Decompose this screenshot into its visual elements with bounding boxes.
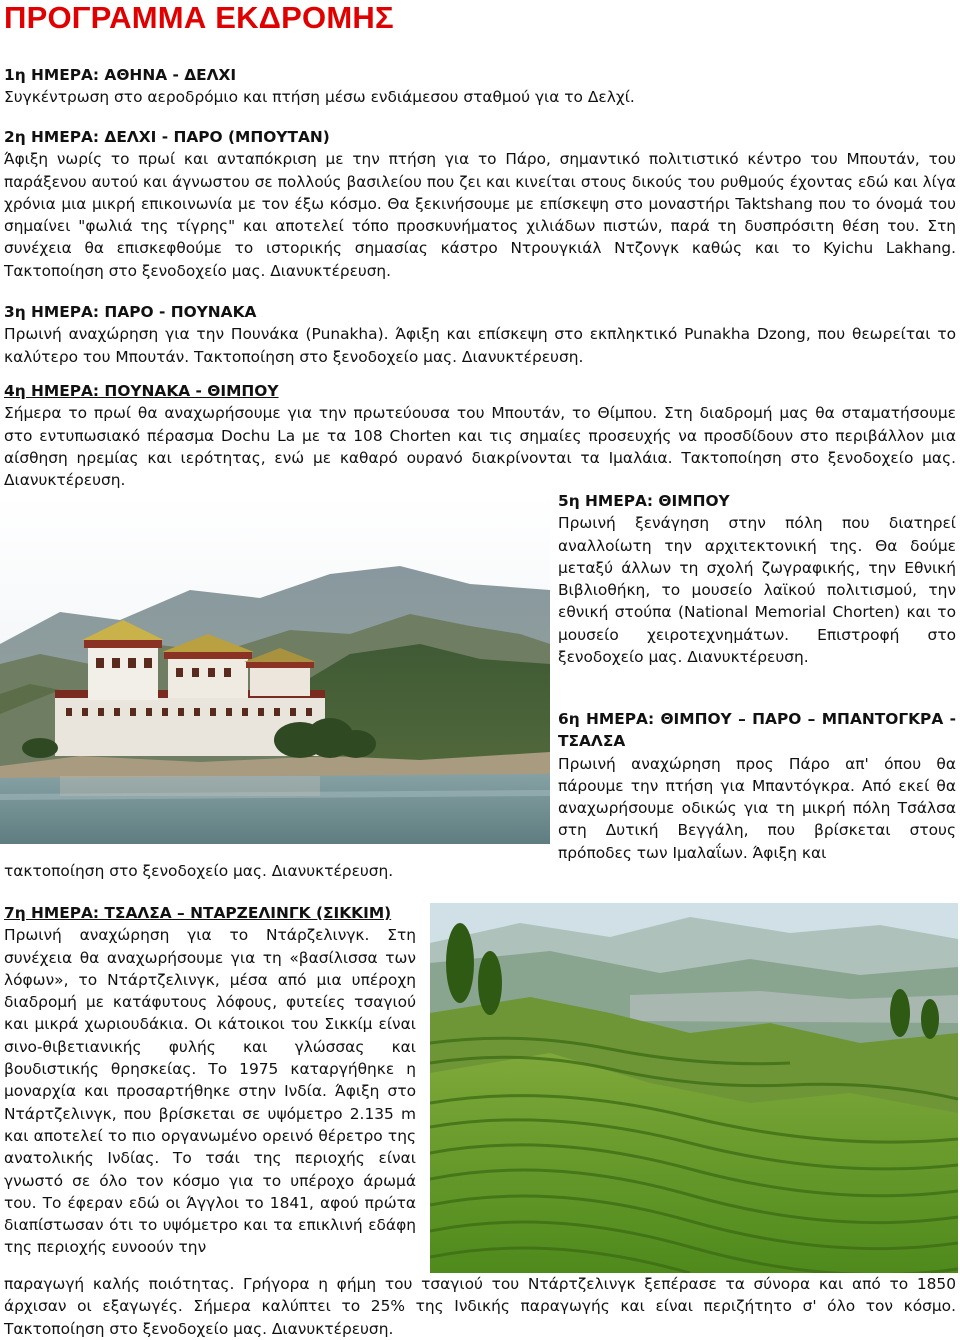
day-3-section [4,301,956,368]
day-3-heading: 3η ΗΜΕΡΑ: ΠΑΡΟ - ΠΟΥΝΑΚΑ [4,303,257,321]
tea-plantation-photo [430,903,958,1273]
day-2-text: Άφιξη νωρίς το πρωί και ανταπόκριση με την πτήση για το Πάρο, σημαντικό πολιτιστικό κέντρο του Μπουτάν, του παράξενου αυτού και άγνωστου σε πολλούς βασιλείου που ζει και κινείται στους δικούς του ρυθμούς έχοντας εδώ και λίγα χρόνια μια μικρή επικοινωνία με τον έξω κόσμο. Θα ξεκινήσουμε με επίσκεψη στο μοναστήρι Taktshang που το όνομά του σημαίνει "φωλιά της τίγρης" και αποτελεί τόπο προσκυνήματος χιλιάδων πιστών, παρά τη δυσπρόσιτη θέση του. Στη συνέχεια θα επισκεφθούμε το ιστορικής σημασίας κάστρο Ντρουγκιάλ Ντζονγκ καθώς και το Kyichu Lakhang. Τακτοποίηση στο ξενοδοχείο μας. Διανυκτέρευση. [4,150,956,280]
day-5-section [558,490,956,668]
day-7-text: Πρωινή αναχώρηση για το Ντάρζελινγκ. Στη συνέχεια θα αναχωρήσουμε για τη «βασίλισσα των λόφων», το Ντάρτζελινγκ, μέσα από μια υπέροχη διαδρομή με κατάφυτους λόφους, φυτείες τσαγιού και μικρά χωριουδάκια. Οι κάτοικοι του Σικκίμ είναι σινο-θιβετιανικής φυλής και γλώσσας και βουδιστικής θρησκείας. Το 1975 καταργήθηκε η μοναρχία και προσαρτήθηκε στην Ινδία. Άφιξη στο Ντάρτζελινγκ, που βρίσκεται σε υψόμετρο 2.135 m και αποτελεί το πιο οργανωμένο ορεινό θέρετρο της ανατολικής Ινδίας. Το τσάι της περιοχής είναι γνωστό σε όλο τον κόσμο για το υπέροχο άρωμά του. Το έφεραν εδώ οι Άγγλοι το 1841, αφού πρώτα διαπίστωσαν ότι το υψόμετρο και τα επικλινή εδάφη της περιοχής ευνοούν την [4,926,416,1257]
day-3-text: Πρωινή αναχώρηση για την Πουνάκα (Punakha). Άφιξη και επίσκεψη στο εκπληκτικό Punakha Dzong, που θεωρείται το καλύτερο του Μπουτάν. Τακτοποίηση στο ξενοδοχείο μας. Διανυκτέρευση. [4,325,956,366]
day-4-section [4,380,956,491]
day-5-heading: 5η ΗΜΕΡΑ: ΘΙΜΠΟΥ [558,492,730,510]
day-6-continuation: τακτοποίηση στο ξενοδοχείο μας. Διανυκτέρευση. [4,862,394,880]
punakha-dzong-photo [0,494,550,844]
day-6-section [558,708,956,864]
day-7-section [4,902,416,1259]
day-1-text: Συγκέντρωση στο αεροδρόμιο και πτήση μέσω ενδιάμεσου σταθμού για το Δελχί. [4,88,635,107]
day-1-heading: 1η ΗΜΕΡΑ: ΑΘΗΝΑ - ΔΕΛΧΙ [4,66,237,84]
day-2-section [4,126,956,282]
day-5-text: Πρωινή ξενάγηση στην πόλη που διατηρεί αναλλοίωτη την αρχιτεκτονική της. Θα δούμε μεταξύ άλλων τη σχολή ζωγραφικής, την Εθνική Βιβλιοθήκη, το μουσείο λαϊκού πολιτισμού, την εθνική στούπα (National Memorial Chorten) και το μουσείο χειροτεχνημάτων. Επιστροφή στο ξενοδοχείο μας. Διανυκτέρευση. [558,514,956,667]
day-6-heading: 6η ΗΜΕΡΑ: ΘΙΜΠΟΥ – ΠΑΡΟ – ΜΠΑΝΤΟΓΚΡΑ - ΤΣΑΛΣΑ [558,710,956,751]
day-1-section [4,64,956,109]
day-2-heading: 2η ΗΜΕΡΑ: ΔΕΛΧΙ - ΠΑΡΟ (ΜΠΟΥΤΑΝ) [4,128,330,146]
day-7-heading: 7η ΗΜΕΡΑ: ΤΣΑΛΣΑ – ΝΤΑΡΖΕΛΙΝΓΚ (ΣΙΚΚΙΜ) [4,904,392,922]
day-4-text: Σήμερα το πρωί θα αναχωρήσουμε για την πρωτεύουσα του Μπουτάν, το Θίμπου. Στη διαδρομή μας θα σταματήσουμε στο εντυπωσιακό πέρασμα Dochu La με τα 108 Chorten και τις σημαίες προσευχής να προσδίδουν στο περιβάλλον μια αίσθηση ηρεμίας και ιερότητας, ενώ με καθαρό ουρανό διακρίνονται τα Ιμαλάια. Τακτοποίηση στο ξενοδοχείο μας. Διανυκτέρευση. [4,404,956,490]
page-title: ΠΡΟΓΡΑΜΜΑ ΕΚΔΡΟΜΗΣ [4,0,394,35]
day-4-heading: 4η ΗΜΕΡΑ: ΠΟΥΝΑΚΑ - ΘΙΜΠΟΥ [4,382,279,400]
day-6-text: Πρωινή αναχώρηση προς Πάρο απ' όπου θα πάρουμε την πτήση για Μπαντόγκρα. Από εκεί θα αναχωρήσουμε οδικώς για τη μικρή πόλη Τσάλσα στη Δυτική Βεγγάλη, που βρίσκεται στους πρόποδες των Ιμαλαΐων. Άφιξη και [558,754,956,862]
day-7-continuation: παραγωγή καλής ποιότητας. Γρήγορα η φήμη του τσαγιού του Ντάρτζελινγκ ξεπέρασε τα σύνορα και από το 1850 άρχισαν οι εξαγωγές. Σήμερα καλύπτει το 25% της Ινδικής παραγωγής και είναι περιζήτητο σ' όλο τον κόσμο. Τακτοποίηση στο ξενοδοχείο μας. Διανυκτέρευση. [4,1275,956,1338]
